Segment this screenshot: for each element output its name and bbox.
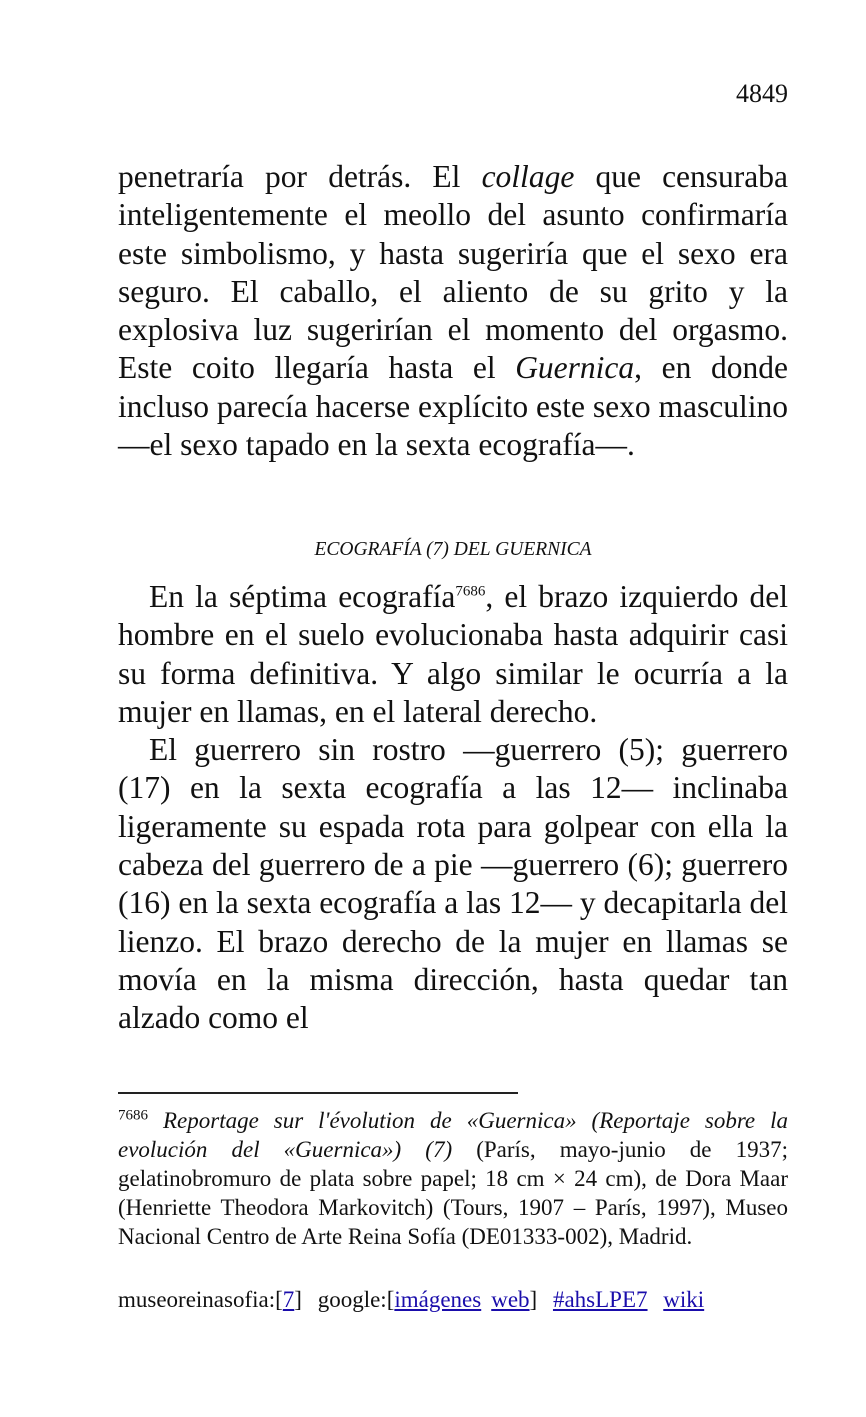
text-run: penetraría por detrás. El <box>118 159 482 194</box>
hashtag-link[interactable]: #ahsLPE7 <box>552 1287 648 1312</box>
museo-link[interactable]: 7 <box>282 1287 295 1312</box>
google-images-link[interactable]: imágenes <box>394 1287 482 1312</box>
footnote-reference[interactable]: 7686 <box>455 583 486 600</box>
google-close: ] <box>529 1287 538 1312</box>
section-body <box>118 578 788 1038</box>
text-run: que censuraba inteligentemente el meollo del asunto confirmaría este simbolismo, y hasta sugeriría que el sexo era seguro. El caballo, el aliento de su grito y la explosiva luz sugerirían el momento del orgasmo. Este coito llegaría hasta el <box>118 159 788 386</box>
wiki-link[interactable]: wiki <box>663 1287 705 1312</box>
section-heading: ECOGRAFÍA (7) DEL GUERNICA <box>314 539 592 560</box>
body-paragraph-3: El guerrero sin rostro —guerrero (5); guerrero (17) en la sexta ecografía a las 12— inclinaba ligeramente su espada rota para golpear con ella la cabeza del guerrero de a pie —guerrero (6); guerrero (16) en la sexta ecografía a las 12— y decapitarla del lienzo. El brazo derecho de la mujer en llamas se movía en la misma dirección, hasta quedar tan alzado como el <box>118 732 788 1036</box>
google-web-link[interactable]: web <box>491 1287 530 1312</box>
footnote-divider <box>118 1092 518 1094</box>
italic-term-guernica: Guernica <box>515 350 635 386</box>
footnote-title: Reportage sur l'évolution de «Guernica» (Reportaje sobre la evolución del «Guernica») (7) <box>118 1108 789 1162</box>
body-paragraph-2 <box>118 578 788 731</box>
text-run: , en donde incluso parecía hacerse explícito este sexo masculino —el sexo tapado en la sexta ecografía—. <box>118 350 788 463</box>
footnote-links <box>118 1285 788 1314</box>
museo-label: museoreinasofia:[ <box>118 1287 283 1312</box>
museo-close: ] <box>294 1287 302 1312</box>
italic-term-collage: collage <box>481 159 575 194</box>
footnote <box>118 1106 788 1251</box>
text-run: En la séptima ecografía <box>149 579 456 614</box>
body-paragraph-1 <box>118 158 788 464</box>
google-label: google:[ <box>317 1287 395 1312</box>
footnote-text: (París, mayo-junio de 1937; gelatinobromuro de plata sobre papel; 18 cm × 24 cm), de Dora Maar (Henriette Theodora Markovitch) (Tours, 1907 – París, 1997), Museo Nacional Centro de Arte Reina Sofía (DE01333-002), Madrid. <box>118 1137 788 1249</box>
footnote-number: 7686 <box>118 1107 148 1124</box>
text-run: , el brazo izquierdo del hombre en el suelo evolucionaba hasta adquirir casi su forma definitiva. Y algo similar le ocurría a la mujer en llamas, en el lateral derecho. <box>118 579 789 729</box>
page-number: 4849 <box>736 79 788 108</box>
